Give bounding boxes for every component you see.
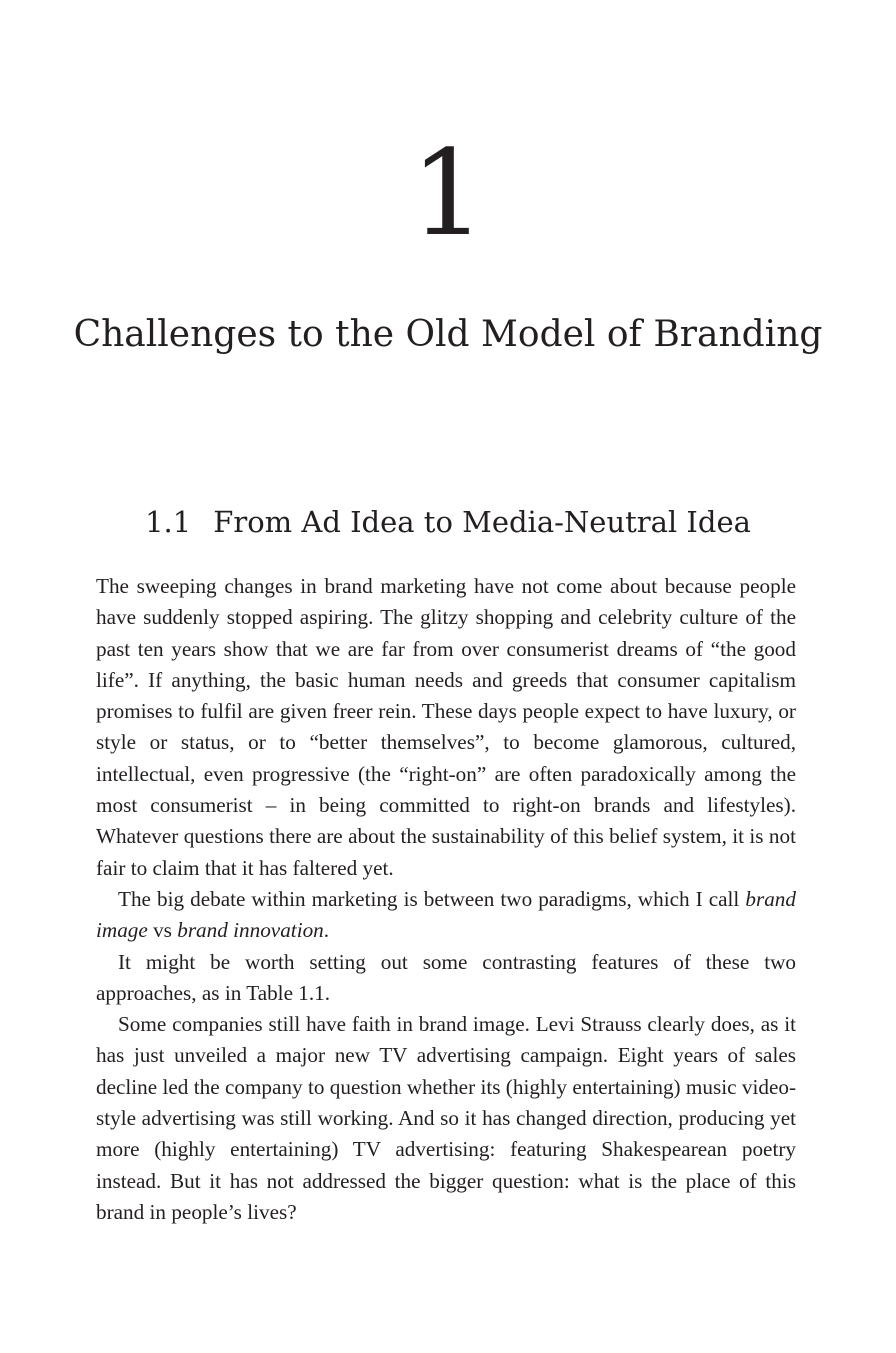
paragraph-1: The sweeping changes in brand marketing have not come about because people have suddenly stopped aspiring. The glitzy shopping and celebrity culture of the past ten years show that we are far from over consumerist dreams of “the good life”. If anything, the basic human needs and greeds that consumer capitalism promises to fulfil are given freer rein. These days people expect to have luxury, or style or status, or to “better themselves”, to become glamorous, cultured, intellectual, even progressive (the “right-on” are often paradoxically among the most consumerist – in being committed to right-on brands and lifestyles). Whatever questions there are about the sustainability of this belief system, it is not fair to claim that it has faltered yet. [96,574,796,880]
paragraph-2 [96,884,796,947]
paragraph-2-text-a: The big debate within marketing is between two paradigms, which I call [118,886,746,911]
term-brand-innovation: brand innovation [177,918,324,943]
term-brand-image: brand image [96,886,796,943]
section-heading [0,502,896,542]
paragraph-3: It might be worth setting out some contrasting features of these two approaches, as in Table 1.1. [96,949,796,1005]
chapter-title: Challenges to the Old Model of Branding [73,314,823,355]
chapter-number: 1 [410,124,486,262]
section-number: 1.1 [145,505,192,539]
paragraph-2-text-b: vs [147,918,178,943]
body-text [96,571,796,1228]
section-title: From Ad Idea to Media-Neutral Idea [213,505,751,539]
paragraph-2-text-c: . [323,918,330,943]
paragraph-4: Some companies still have faith in brand image. Levi Strauss clearly does, as it has just unveiled a major new TV advertising campaign. Eight years of sales decline led the company to question whether its (highly entertaining) music video-style advertising was still working. And so it has changed direction, producing yet more (highly entertaining) TV advertising: featuring Shakespearean poetry instead. But it has not addressed the bigger question: what is the place of this brand in people’s lives? [96,1012,796,1224]
